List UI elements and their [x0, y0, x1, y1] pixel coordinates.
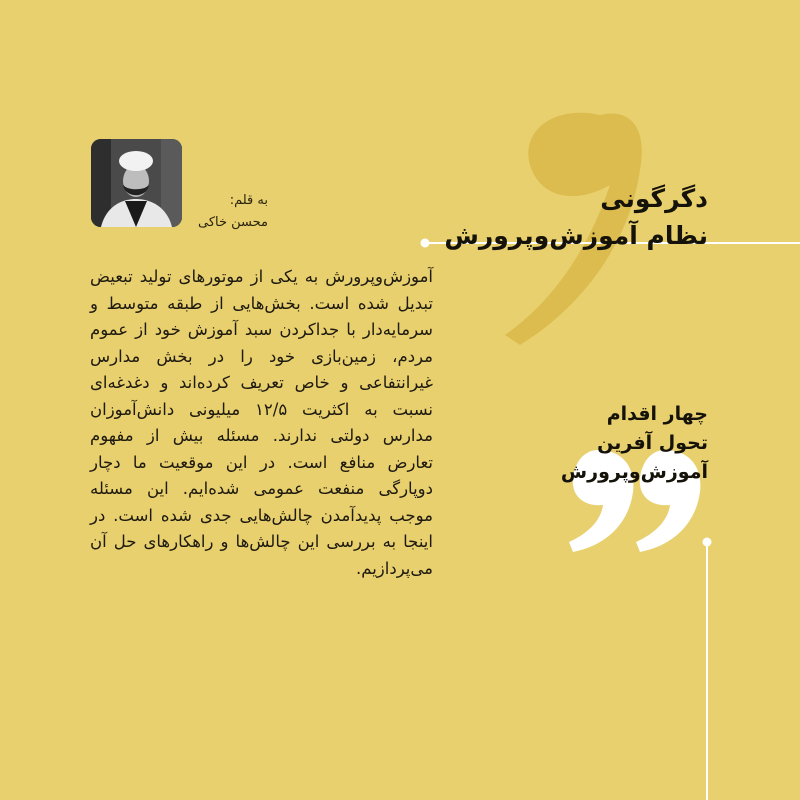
quote-line-3: آموزش‌وپرورش [560, 461, 708, 483]
article-title [408, 180, 708, 254]
byline [188, 190, 268, 234]
author-portrait-icon [91, 139, 182, 227]
author-photo [91, 139, 182, 227]
author-name: محسن خاکی [197, 215, 268, 230]
title-line-1: دگرگونی [600, 184, 708, 213]
byline-label: به قلم: [229, 193, 268, 208]
article-body: آموزش‌وپرورش به یکی از موتورهای تولید تبعیض تبدیل شده است. بخش‌هایی از طبقه متوسط و سرمایه‌دار با جداکردن سبد آموزش خود از عموم مردم، زمین‌بازی خود را در بخش مدارس غیرانتفاعی و خاص تعریف کرده‌اند و دغدغه‌ای نسبت به اکثریت ۱۲/۵ میلیونی دانش‌آموزان مدارس دولتی ندارند. مسئله بیش از مفهوم تعارض منافع است. در این موقعیت ما دچار دوپارگی منفعت عمومی شده‌ایم. این مسئله موجب پدیدآمدن چالش‌هایی جدی شده است. در اینجا به بررسی این چالش‌ها و راهکارهای حل آن می‌پردازیم. [90, 267, 434, 578]
vertical-dot [703, 538, 712, 547]
title-line-2: نظام آموزش‌وپرورش [444, 221, 708, 250]
quote-line-2: تحول آفرین [597, 432, 708, 454]
quote-heading [508, 400, 708, 487]
quote-line-1: چهار اقدام [606, 403, 708, 425]
